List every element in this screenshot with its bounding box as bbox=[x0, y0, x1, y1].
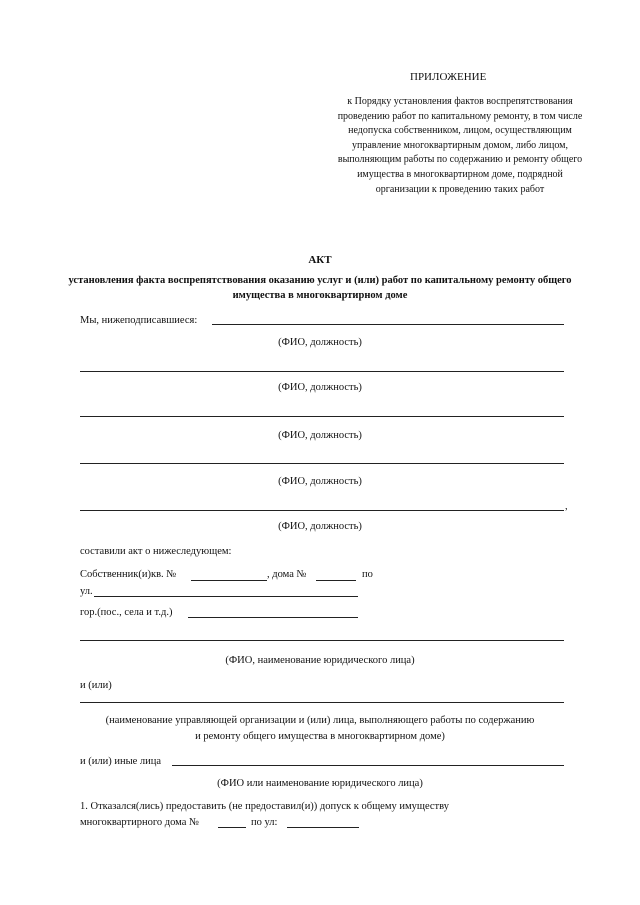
item1-line2-house: многоквартирного дома № bbox=[80, 817, 200, 828]
fio-position-caption-5: (ФИО, должность) bbox=[278, 521, 362, 532]
street-line bbox=[94, 596, 358, 597]
act-title: АКТ bbox=[308, 254, 332, 266]
item1-house-number-line bbox=[218, 827, 246, 828]
mgmt-caption-line2: и ремонту общего имущества в многоквартирном доме) bbox=[195, 731, 445, 742]
signatory-line-2 bbox=[80, 371, 564, 372]
owner-fio-line bbox=[80, 640, 564, 641]
house-label: , дома № bbox=[267, 569, 307, 580]
appendix-label: ПРИЛОЖЕНИЕ bbox=[410, 71, 487, 83]
and-or-label: и (или) bbox=[80, 680, 112, 691]
street-label: ул. bbox=[80, 586, 93, 597]
street-prefix: по bbox=[362, 569, 373, 580]
apartment-number-line bbox=[191, 580, 267, 581]
owner-label: Собственник(и)кв. № bbox=[80, 569, 177, 580]
mgmt-caption-line1: (наименование управляющей организации и (или) лица, выполняющего работы по содержанию bbox=[105, 715, 535, 726]
house-number-line bbox=[316, 580, 356, 581]
fio-legal-caption: (ФИО, наименование юридического лица) bbox=[225, 655, 415, 666]
fio-or-legal-caption: (ФИО или наименование юридического лица) bbox=[217, 778, 423, 789]
signatory-line-5 bbox=[80, 510, 564, 511]
fio-position-caption-2: (ФИО, должность) bbox=[278, 382, 362, 393]
fio-position-caption-4: (ФИО, должность) bbox=[278, 476, 362, 487]
act-subtitle: установления факта воспрепятствования оказанию услуг и (или) работ по капитальному ремонту общего имущества в многоквартирном доме bbox=[68, 275, 572, 301]
comma: , bbox=[565, 501, 568, 512]
signatory-line-3 bbox=[80, 416, 564, 417]
composed-act-text: составили акт о нижеследующем: bbox=[80, 546, 232, 557]
other-persons-label: и (или) иные лица bbox=[80, 756, 162, 767]
signatory-line-4 bbox=[80, 463, 564, 464]
signatories-label: Мы, нижеподписавшиеся: bbox=[80, 315, 198, 326]
item1-line1: 1. Отказался(лись) предоставить (не предоставил(и)) допуск к общему имуществу bbox=[80, 801, 449, 812]
mgmt-org-line bbox=[80, 702, 564, 703]
signatory-line-1 bbox=[212, 324, 564, 325]
fio-position-caption-3: (ФИО, должность) bbox=[278, 430, 362, 441]
appendix-text: к Порядку установления фактов воспрепятствования проведению работ по капитальному ремонту, в том числе недопуска собственником, лицом, осуществляющим управление многоквартирным домом, либо лицом, выполняющим работы по содержанию и ремонту общего имущества в многоквартирном доме, подрядной организации к проведению таких работ bbox=[337, 96, 583, 195]
fio-position-caption-1: (ФИО, должность) bbox=[278, 337, 362, 348]
item1-line2-street: по ул: bbox=[251, 817, 278, 828]
other-persons-line bbox=[172, 765, 564, 766]
city-line bbox=[188, 617, 358, 618]
item1-street-line bbox=[287, 827, 359, 828]
city-label: гор.(пос., села и т.д.) bbox=[80, 607, 173, 618]
